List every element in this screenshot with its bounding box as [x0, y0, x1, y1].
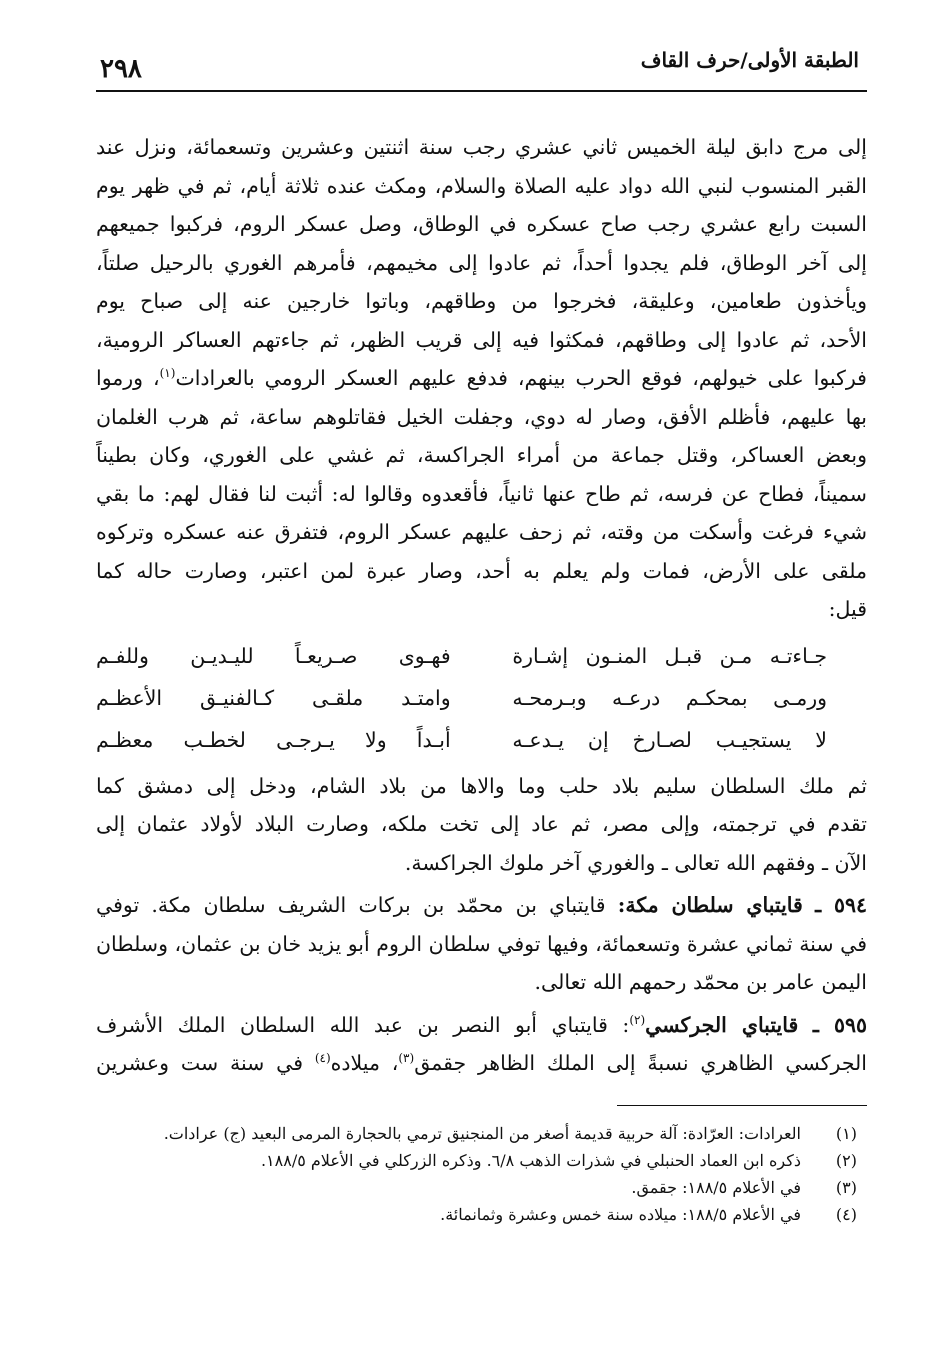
verse-second-hemistich: أبـداً ولا يـرجـى لخطـب معظـم	[96, 727, 451, 752]
paragraph-1	[96, 128, 867, 629]
text-line: إلى آخر الوطاق، فلم يجدوا أحداً، ثم عادوا إلى مخيمهم، فأمرهم الغوري بالرحيل صلتاً،	[96, 250, 867, 275]
entry-number: ٥٩٤ ـ	[815, 893, 867, 917]
entry-595	[96, 1006, 867, 1083]
footnote-number: (٤)	[835, 1204, 857, 1224]
verse-first-hemistich: لا يستجيـب لصـارخ إن يـدعـه	[512, 727, 827, 752]
text-line: القبر المنسوب لنبي الله دواد عليه الصلاة والسلام، ومكث عنده ثلاثة أيام، ثم في ظهر يوم	[96, 173, 867, 198]
footnote-number: (٢)	[835, 1150, 857, 1170]
text-line: ثم ملك السلطان سليم بلاد حلب وما والاها من بلاد الشام، ودخل إلى دمشق كما	[96, 773, 867, 798]
text-segment: فركبوا على خيولهم، فوقع الحرب بينهم، فدفع عليهم العسكر الرومي بالعرادات	[175, 366, 867, 390]
footnote-ref: (٤)	[314, 1051, 331, 1066]
text-line	[96, 1006, 867, 1045]
text-segment: قايتباي بن محمّد بن بركات الشريف سلطان مكة. توفي	[96, 893, 606, 917]
footnote-ref: (٣)	[398, 1051, 415, 1066]
text-line: الأحد، ثم عادوا إلى وطاقهم، فمكثوا فيه إلى قريب الظهر، ثم جاءتهم العساكر الرومية،	[96, 327, 867, 352]
footnote	[96, 1147, 867, 1174]
paragraph-2	[96, 767, 867, 883]
running-title: الطبقة الأولى/حرف القاف	[640, 48, 859, 72]
poem-verse	[96, 719, 867, 761]
footnote-number: (٣)	[835, 1177, 857, 1197]
text-line: تقدم في ترجمته، وإلى مصر، ثم عاد إلى تخت ملكه، وصارت البلاد لأولاد عثمان إلى	[96, 812, 867, 836]
text-line: وبعض العساكر، وقتل جماعة من أمراء الجراكسة، ثم غشي على الغوري، وكان بطيناً	[96, 443, 867, 467]
text-line: في سنة ثماني عشرة وتسعمائة، وفيها توفي سلطان الروم أبو يزيد خان بن عثمان، وسلطان	[96, 931, 867, 956]
verse-first-hemistich: ورمـى بمحكـم درعـه وبـرمحـه	[512, 685, 827, 710]
entry-number: ٥٩٥ ـ	[812, 1012, 867, 1037]
text-line: الآن ـ وفقهم الله تعالى ـ والغوري آخر ملوك الجراكسة.	[404, 850, 867, 875]
text-line: بها عليهم، فأظلم الأفق، وصار له دوي، وجفلت الخيل فقاتلوهم ساعة، ثم هرب الغلمان	[96, 404, 867, 429]
text-segment: في سنة ست وعشرين	[96, 1051, 315, 1075]
text-line: شيء فرغت وأسكت من وقته، ثم زحف عليهم عسكر الروم، فتفرق عنه عسكره وتركوه	[96, 520, 867, 544]
footnote-ref: (٢)	[629, 1012, 646, 1027]
footnotes	[96, 1120, 867, 1228]
text-line: سميناً، فطاح عن فرسه، ثم طاح عنها ثانياً، فأقعدوه وقالوا له: أثبت لنا فقال لهم: ما بقي	[96, 481, 867, 506]
text-line: ملقى على الأرض، فمات ولم يعلم به أحد، وصار عبرة لمن اعتبر، وصارت حاله كما	[96, 558, 867, 583]
page-header	[96, 40, 867, 92]
verse-first-hemistich: جـاءتـه مـن قبـل المنـون إشـارة	[512, 643, 827, 668]
entry-594	[96, 886, 867, 1002]
footnote-text: العرادات: العرّادة: آلة حربية قديمة أصغر من المنجنيق ترمي بالحجارة المرمى البعيد (ج) عرادات.	[163, 1123, 801, 1143]
text-line	[96, 359, 867, 398]
text-segment: : قايتباي أبو النصر بن عبد الله السلطان الملك الأشرف	[96, 1012, 630, 1037]
text-segment: الجركسي الظاهري نسبةً إلى الملك الظاهر جقمق	[414, 1051, 867, 1075]
footnote-number: (١)	[835, 1123, 857, 1143]
text-line: قيل:	[828, 597, 867, 621]
poem-verse	[96, 635, 867, 677]
entry-heading: قايتباي سلطان مكة:	[617, 893, 803, 917]
text-line	[96, 1044, 867, 1083]
footnote	[96, 1120, 867, 1147]
text-segment: ، ميلاده	[330, 1051, 399, 1075]
footnote-ref: (١)	[159, 366, 176, 381]
verse-second-hemistich: وامتـد ملقـى كـالفنيـق الأعظـم	[96, 685, 451, 710]
entry-heading: قايتباي الجركسي	[645, 1012, 799, 1037]
page-number: ٢٩٨	[100, 54, 142, 84]
text-line: اليمن عامر بن محمّد رحمهم الله تعالى.	[534, 970, 867, 994]
text-line: إلى مرج دابق ليلة الخميس ثاني عشري رجب سنة اثنتين وعشرين وتسعمائة، ونزل عند	[96, 135, 867, 159]
page-body	[96, 128, 867, 1083]
poem-verse	[96, 677, 867, 719]
text-line: ويأخذون طعامين، وعليقة، فخرجوا من وطاقهم، وباتوا خارجين عنه إلى صباح يوم	[96, 289, 867, 313]
footnote-text: في الأعلام ١٨٨/٥: جقمق.	[631, 1177, 801, 1197]
footnote	[96, 1201, 867, 1228]
footnote-text: ذكره ابن العماد الحنبلي في شذرات الذهب ٦/٨. وذكره الزركلي في الأعلام ١٨٨/٥.	[260, 1150, 801, 1170]
text-line	[96, 886, 867, 925]
footnote-separator	[617, 1105, 867, 1106]
verse-second-hemistich: فهـوى صـريعـاً لليـديـن وللفـم	[96, 643, 451, 668]
text-segment: ، ورموا	[96, 366, 160, 390]
footnote-text: في الأعلام ١٨٨/٥: ميلاده سنة خمس وعشرة وثمانمائة.	[440, 1204, 801, 1224]
poem	[96, 635, 867, 761]
text-line: السبت رابع عشري رجب صاح عسكره في الوطاق، وصل عسكر الروم، فركبوا جميعهم	[96, 212, 867, 236]
footnote	[96, 1174, 867, 1201]
